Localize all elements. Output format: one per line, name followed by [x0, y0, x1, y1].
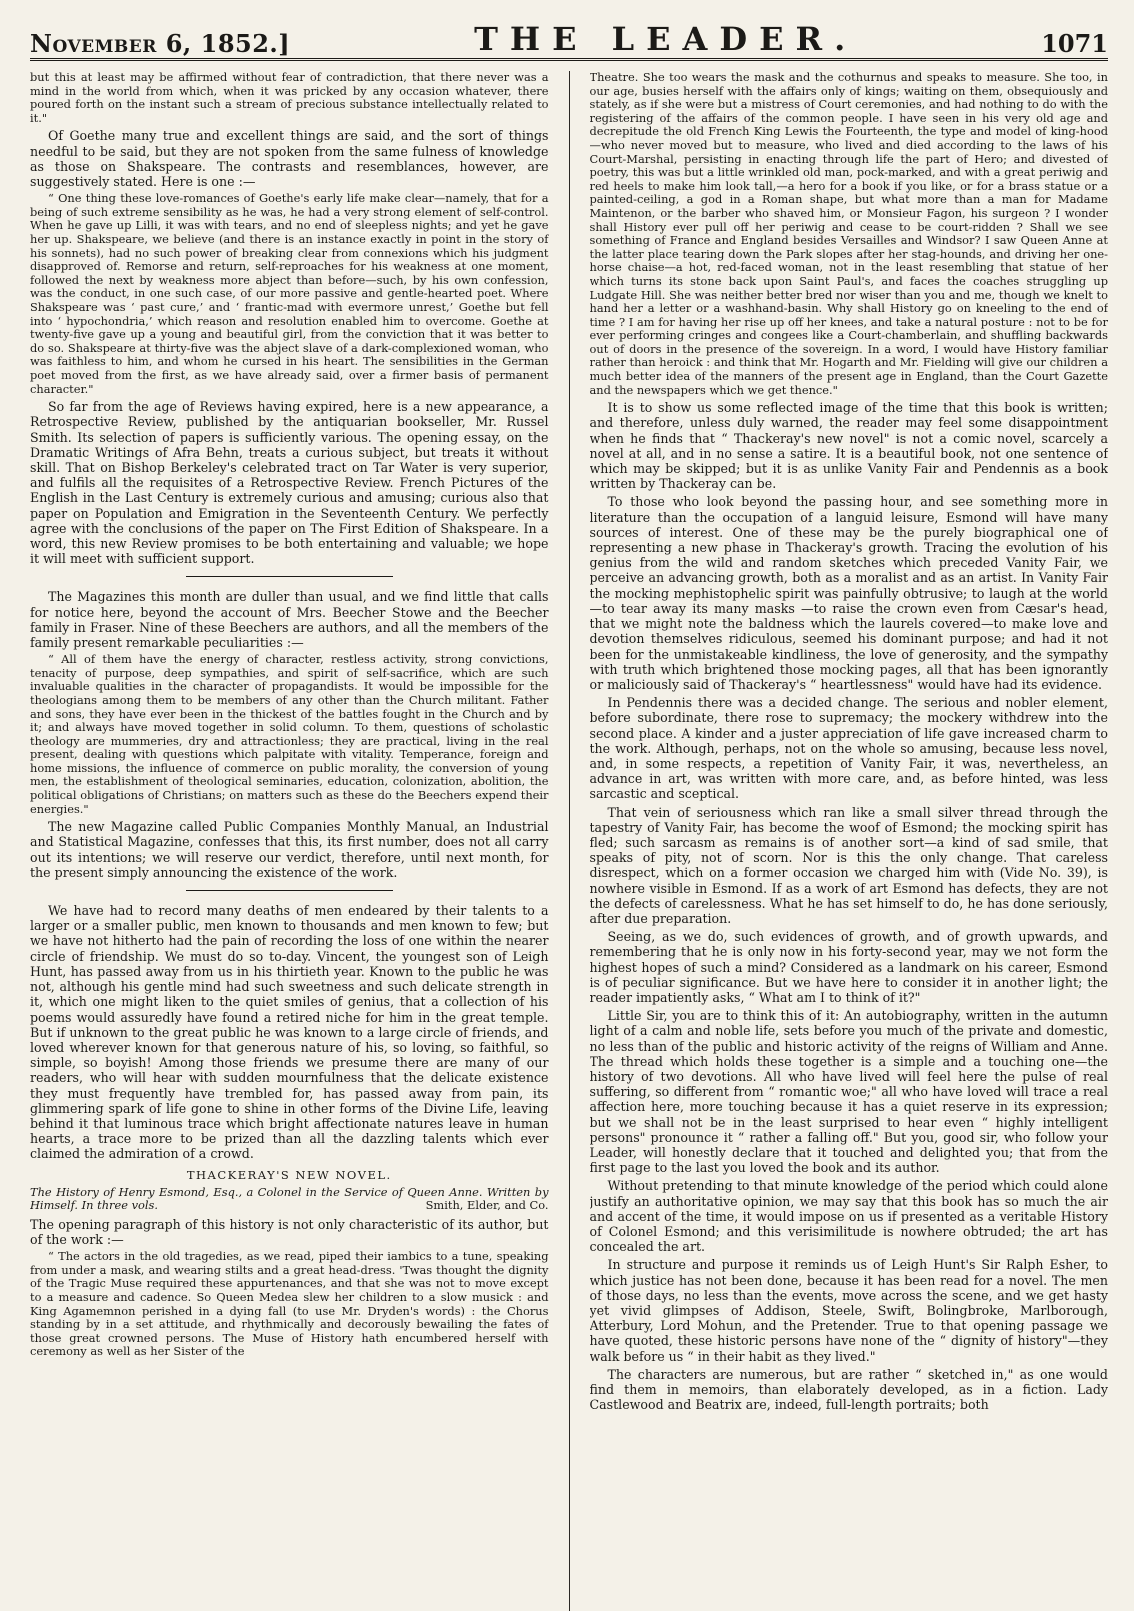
paragraph: It is to show us some reflected image of the time that this book is written; and therefore, unless duly warned, the reader may feel some disappointment when he finds that “ Thackeray's new novel" is not a comic novel, scarcely a novel at all, and in no sense a satire. It is a beautiful book, not one sentence of which may be skipped; but it is as unlike Vanity Fair and Pendennis as a book written by Thackeray can be.	[589, 400, 1108, 492]
section-divider	[186, 576, 393, 577]
continued-quote	[30, 71, 549, 125]
paragraph: The Magazines this month are duller than usual, and we find little that calls for notice here, beyond the account of Mrs. Beecher Stowe and the Beecher family in Fraser. Nine of these Beechers are authors, and all the members of the family present remarkable peculiarities :—	[30, 589, 549, 650]
column-divider	[569, 71, 570, 1611]
paragraph: Without pretending to that minute knowledge of the period which could alone justify an authoritative opinion, we may say that this book has so much the air and accent of the time, it would impose on us if presented as a veritable History of Colonel Esmond; and this verisimilitude is nowhere obtruded; the art has concealed the art.	[589, 1178, 1108, 1255]
paragraph: The opening paragraph of this history is not only characteristic of its author, but of the work :—	[30, 1216, 549, 1247]
newspaper-title: THE LEADER.	[474, 20, 858, 58]
paragraph: Of Goethe many true and excellent things are said, and the sort of things needful to be said, but they are not spoken from the same fulness of knowledge as those on Shakspeare. The contrasts and resemblances, however, are suggestively stated. Here is one :—	[30, 128, 549, 189]
block-quote	[30, 1250, 549, 1359]
issue-date: November 6, 1852.]	[30, 29, 291, 58]
paragraph: In Pendennis there was a decided change. The serious and nobler element, before subordinate, there rose to supremacy; the mockery withdrew into the second place. A kinder and a juster appreciation of life gave increased charm to the work. Although, perhaps, not on the whole so amusing, because less novel, and, in some respects, a repetition of Vanity Fair, it was, nevertheless, an advance in art, was written with more care, and, as before hinted, was less sarcastic and sceptical.	[589, 695, 1108, 802]
block-quote	[30, 192, 549, 396]
book-title	[30, 1186, 549, 1213]
paragraph: but this at least may be affirmed without fear of contradiction, that there never was a mind in the world from which, when it was pricked by any occasion whatever, there poured forth on the instant such a stream of precious substance intellectually related to it."	[30, 71, 549, 125]
quote-paragraph: Theatre. She too wears the mask and the cothurnus and speaks to measure. She too, in our age, busies herself with the affairs only of kings; waiting on them, obsequiously and stately, as if she were but a mistress of Court ceremonies, and had nothing to do with the registering of the affairs of the common people. I have seen in his very old age and decrepitude the old French King Lewis the Fourteenth, the type and model of king-hood—who never moved but to measure, who lived and died according to the laws of his Court-Marshal, persisting in enacting through life the part of Hero; and divested of poetry, this was but a little wrinkled old man, pock-marked, and with a great periwig and red heels to make him look tall,—a hero for a book if you like, or for a brass statue or a painted-ceiling, a god in a Roman shape, but what more than a man for Madame Maintenon, or the barber who shaved him, or Monsieur Fagon, his surgeon ? I wonder shall History ever pull off her periwig and cease to be court-ridden ? Shall we see something of France and England besides Versailles and Windsor? I saw Queen Anne at the latter place tearing down the Park slopes after her stag-hounds, and driving her one-horse chaise—a hot, red-faced woman, not in the least resembling that statue of her which turns its stone back upon Saint Paul's, and faces the coaches struggling up Ludgate Hill. She was neither better bred nor wiser than you and me, though we knelt to hand her a letter or a washhand-basin. Why shall History go on kneeling to the end of time ? I am for having her rise up off her knees, and take a natural posture : not to be for ever performing cringes and congees like a Court-chamberlain, and shuffling backwards out of doors in the presence of the sovereign. In a word, I would have History familiar rather than heroick : and think that Mr. Hogarth and Mr. Fielding will give our children a much better idea of the manners of the present age in England, than the Court Gazette and the newspapers which we get thence."	[589, 71, 1108, 397]
block-quote	[30, 653, 549, 816]
paragraph: Little Sir, you are to think this of it: An autobiography, written in the autumn light of a calm and noble life, sets before you much of the private and domestic, no less than of the public and historic activity of the reigns of William and Anne. The thread which holds these together is a simple and a touching one—the history of two devotions. All who have lived will feel here the pulse of real suffering, so different from “ romantic woe;" all who have loved will trace a real affection here, more touching because it has a quiet reserve in its expression; but we shall not be in the least surprised to hear even “ highly intelligent persons" pronounce it “ rather a falling off." But you, good sir, who follow your Leader, will honestly declare that it touched and delighted you; that from the first page to the last you loved the book and its author.	[589, 1008, 1108, 1176]
paragraph: In structure and purpose it reminds us of Leigh Hunt's Sir Ralph Esher, to which justice has not been done, because it has been read for a novel. The men of those days, no less than the events, move across the scene, and we get hasty yet vivid glimpses of Addison, Steele, Swift, Bolingbroke, Marlborough, Atterbury, Lord Mohun, and the Pretender. True to that opening passage we have quoted, these historic persons have none of the “ dignity of history"—they walk before us “ in their habit as they lived."	[589, 1257, 1108, 1364]
columns	[30, 71, 1108, 1611]
paragraph: So far from the age of Reviews having expired, here is a new appearance, a Retrospective Review, published by the antiquarian bookseller, Mr. Russel Smith. Its selection of papers is sufficiently various. The opening essay, on the Dramatic Writings of Afra Behn, treats a curious subject, but treats it without skill. That on Bishop Berkeley's celebrated tract on Tar Water is very superior, and fulfils all the requisites of a Retrospective Review. French Pictures of the English in the Last Century is extremely curious and amusing; curious also that paper on Population and Emigration in the Seventeenth Century. We perfectly agree with the conclusions of the paper on The First Edition of Shakspeare. In a word, this new Review promises to be both entertaining and valuable; we hope it will meet with sufficient support.	[30, 399, 549, 567]
page-number: 1071	[1041, 29, 1108, 58]
section-divider	[186, 890, 393, 891]
paragraph: Seeing, as we do, such evidences of growth, and of growth upwards, and remembering that he is only now in his forty-second year, may we not form the highest hopes of such a mind? Considered as a landmark on his career, Esmond is of peculiar significance. But we have here to consider it in another light; the reader impatiently asks, “ What am I to think of it?"	[589, 929, 1108, 1005]
paragraph: To those who look beyond the passing hour, and see something more in literature than the occupation of a languid leisure, Esmond will have many sources of interest. One of these may be the purely biographical one of representing a new phase in Thackeray's growth. Tracing the evolution of his genius from the wild and random sketches which preceded Vanity Fair, we perceive an advancing growth, both as a moralist and as an artist. In Vanity Fair the mocking mephistophelic spirit was painfully obtrusive; to laugh at the world—to tear away its many masks —to raise the crown even from Cæsar's head, that we might note the baldness which the laurels covered—to make love and devotion themselves ridiculous, seemed his dominant purpose; and had it not been for the unmistakeable kindliness, the love of generosity, and the sympathy with truth which brightened those mocking pages, all that has been ignorantly or maliciously said of Thackeray's “ heartlessness" would have had its evidence.	[589, 494, 1108, 692]
quote-paragraph: “ One thing these love-romances of Goethe's early life make clear—namely, that for a being of such extreme sensibility as he was, he had a very strong element of self-control. When he gave up Lilli, it was with tears, and no end of sleepless nights; and yet he gave her up. Shakspeare, we believe (and there is an instance exactly in point in the story of his sonnets), had no such power of breaking clear from connexions which his judgment disapproved of. Remorse and return, self-reproaches for his weakness at one moment, followed the next by weakness more abject than before—such, by his own confession, was the conduct, in one such case, of our more passive and gentle-hearted poet. Where Shakspeare was ‘ past cure,’ and ‘ frantic-mad with evermore unrest,’ Goethe but fell into ‘ hypochondria,’ which reason and resolution enabled him to overcome. Goethe at twenty-five gave up a young and beautiful girl, from the conviction that it was better to do so. Shakspeare at thirty-five was the abject slave of a dark-complexioned woman, who was faithless to him, and whom he cursed in his heart. The sensibilities in the German poet moved from the first, as we have already said, over a firmer basis of permanent character."	[30, 191, 549, 396]
book-title-text: The History of Henry Esmond, Esq., a Colonel in the Service of Queen Anne. Written by Himself. In three vols.	[30, 1184, 549, 1213]
publisher: Smith, Elder, and Co.	[425, 1198, 549, 1213]
paragraph: The characters are numerous, but are rather “ sketched in," as one would find them in memoirs, than elaborately developed, as in a fiction. Lady Castlewood and Beatrix are, indeed, full-length portraits; both	[589, 1366, 1108, 1413]
left-column	[30, 71, 549, 1611]
block-quote	[590, 71, 1109, 397]
paragraph: We have had to record many deaths of men endeared by their talents to a larger or a smaller public, men known to thousands and men known to few; but we have not hitherto had the pain of recording the loss of one within the nearer circle of friendship. We must do so to-day. Vincent, the youngest son of Leigh Hunt, has passed away from us in his thirtieth year. Known to the public he was not, although his gentle mind had such sweetness and such delicate strength in it, which one might liken to the quiet smiles of genius, that a collection of his poems would assuredly have found a retired niche for him in the great temple. But if unknown to the great public he was known to a large circle of friends, and loved wherever known for that generous nature of his, so loving, so faithful, so simple, so boyish! Among those friends we presume there are many of our readers, who will hear with sudden mournfulness that the delicate existence they must frequently have trembled for, has passed away from pain, its glimmering spark of life gone to shine in other forms of the Divine Life, leaving behind it that luminous trace which bright affectionate natures leave in human hearts, a trace more to be prized than all the dazzling talents which ever claimed the admiration of a crowd.	[30, 903, 549, 1162]
paragraph: The new Magazine called Public Companies Monthly Manual, an Industrial and Statistical Magazine, confesses that this, its first number, does not all carry out its intentions; we will reserve our verdict, therefore, until next month, for the present simply announcing the existence of the work.	[30, 819, 549, 880]
quote-paragraph: “ The actors in the old tragedies, as we read, piped their iambics to a tune, speaking from under a mask, and wearing stilts and a great head-dress. 'Twas thought the dignity of the Tragic Muse required these appurtenances, and that she was not to move except to a measure and cadence. So Queen Medea slew her children to a slow musick : and King Agamemnon perished in a dying fall (to use Mr. Dryden's words) : the Chorus standing by in a set attitude, and rhythmically and decorously bewailing the fates of those great crowned persons. The Muse of History hath encumbered herself with ceremony as well as her Sister of the	[30, 1249, 549, 1359]
section-heading: THACKERAY'S NEW NOVEL.	[186, 1167, 392, 1182]
masthead	[30, 14, 1108, 61]
quote-paragraph: “ All of them have the energy of character, restless activity, strong convictions, tenacity of purpose, deep sympathies, and spirit of self-sacrifice, which are such invaluable qualities in the character of propagandists. It would be impossible for the theologians among them to be members of any other than the Church militant. Father and sons, they have ever been in the thickest of the battles fought in the Church and by it; and always have moved together in solid column. To them, questions of scholastic theology are mummeries, dry and attractionless; they are practical, living in the real present, dealing with questions which palpitate with vitality. Temperance, foreign and home missions, the influence of commerce on public morality, the conversion of young men, the establishment of theological seminaries, education, colonization, abolition, the political obligations of Christians; on matters such as these do the Beechers expend their energies."	[30, 652, 549, 816]
right-column	[590, 71, 1109, 1611]
paragraph: That vein of seriousness which ran like a small silver thread through the tapestry of Vanity Fair, has become the woof of Esmond; the mocking spirit has fled; such sarcasm as remains is of another sort—a kind of sad smile, that speaks of pity, not of scorn. Nor is this the only change. That careless disrespect, which on a former occasion we charged him with (Vide No. 39), is nowhere visible in Esmond. If as a work of art Esmond has defects, they are not the defects of carelessness. What he has set himself to do, he has done seriously, after due preparation.	[589, 804, 1108, 926]
